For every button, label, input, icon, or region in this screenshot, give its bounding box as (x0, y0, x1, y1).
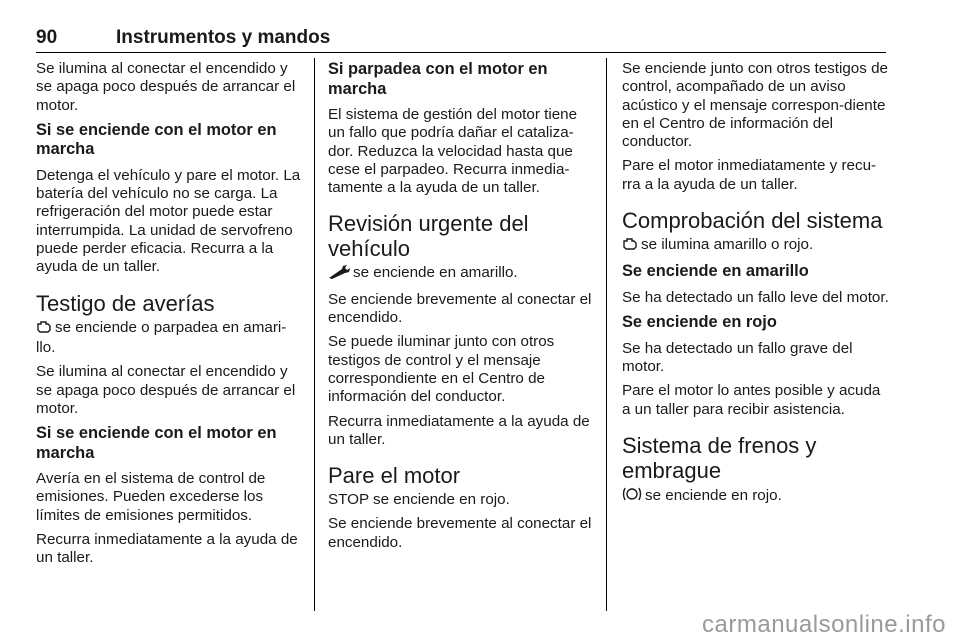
paragraph: Se puede iluminar junto con otros testigos de control y el mensaje correspondiente en el Centro de información del conductor. (328, 333, 555, 406)
column-divider (606, 58, 607, 611)
section-heading: Comprobación del sistema (622, 208, 883, 234)
paragraph: Pare el motor inmediatamente y recu-rra a la ayuda de un taller. (622, 157, 877, 193)
paragraph: Recurra inmediatamente a la ayuda de un taller. (328, 412, 590, 448)
section-heading: Pare el motor (328, 463, 461, 489)
paragraph: Pare el motor lo antes posible y acuda a un taller para recibir asistencia. (622, 382, 881, 418)
section-heading: Testigo de averías (36, 290, 215, 316)
subheading: Si se enciende con el motor en marcha (36, 424, 277, 462)
paragraph: Se ilumina al conectar el encendido y se apaga poco después de arrancar el motor. (36, 60, 296, 114)
paragraph: se enciende en amarillo. (328, 264, 596, 284)
engine-icon (36, 320, 52, 339)
paragraph: STOP se enciende en rojo. (328, 491, 510, 509)
page-number: 90 (36, 27, 58, 48)
watermark: carmanualsonline.info (702, 611, 946, 638)
paragraph: Avería en el sistema de control de emisiones. Pueden excederse los límites de emisiones permitidos. (36, 470, 266, 524)
paragraph: Se ha detectado un fallo leve del motor. (622, 288, 889, 306)
paragraph: Se ha detectado un fallo grave del motor. (622, 339, 853, 375)
paragraph: El sistema de gestión del motor tiene un fallo que podría dañar el cataliza-dor. Reduzca la velocidad hasta que cese el parpadeo. Recurra inmedia-tamente a la ayuda de un taller. (328, 106, 578, 197)
paragraph: Se ilumina al conectar el encendido y se apaga poco después de arrancar el motor. (36, 363, 296, 417)
paragraph: Detenga el vehículo y pare el motor. La batería del vehículo no se carga. La refrigeración del motor puede estar interrumpida. La unidad de servofreno puede perder eficacia. Recurra a la ayuda de un taller. (36, 166, 301, 276)
wrench-icon (328, 265, 350, 284)
subheading: Si se enciende con el motor en marcha (36, 120, 277, 159)
section-heading: Sistema de frenos y embrague (622, 432, 817, 483)
paragraph: Se enciende brevemente al conectar el encendido. (328, 290, 592, 327)
section-heading: Revisión urgente del vehículo (328, 211, 529, 262)
paragraph: Se enciende brevemente al conectar el encendido. (328, 515, 592, 551)
page-header (36, 28, 886, 53)
column-2 (328, 60, 596, 558)
paragraph: se ilumina amarillo o rojo. (622, 236, 892, 256)
column-1 (36, 60, 304, 574)
subheading: Se enciende en rojo (622, 313, 777, 332)
paragraph: se enciende o parpadea en amari-llo. (36, 318, 287, 356)
column-3 (622, 60, 892, 513)
subheading: Si parpadea con el motor en marcha (328, 60, 548, 98)
stop-label: STOP (328, 491, 369, 509)
subheading: Se enciende en amarillo (622, 262, 809, 281)
paragraph: Se enciende junto con otros testigos de control, acompañado de un aviso acústico y el mensaje correspon-diente en el Centro de información del conductor. (622, 60, 888, 151)
brake-icon (622, 486, 642, 507)
engine-check-icon (622, 237, 638, 256)
paragraph: se enciende en rojo. (622, 486, 892, 507)
page-title: Instrumentos y mandos (116, 27, 331, 48)
paragraph: Recurra inmediatamente a la ayuda de un taller. (36, 531, 298, 567)
column-divider (314, 58, 315, 611)
